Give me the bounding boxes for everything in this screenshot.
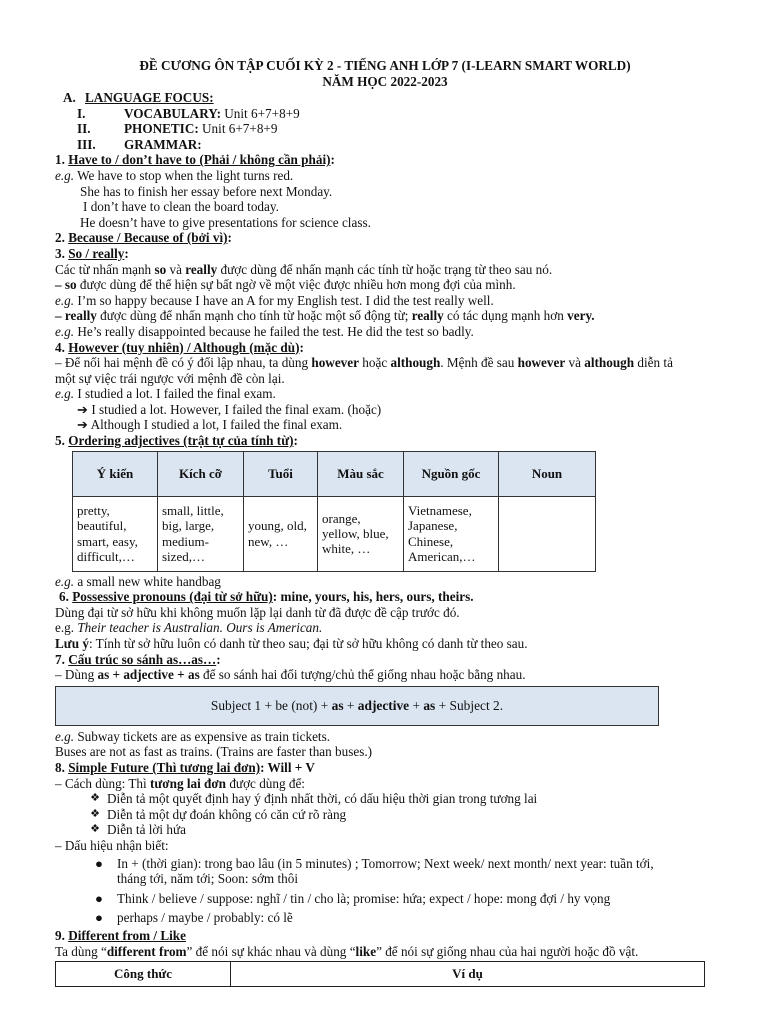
text: hoặc — [358, 355, 391, 371]
formula-part: + — [343, 698, 358, 714]
diamond-bullet-icon: ❖ — [90, 807, 100, 820]
list-item — [55, 891, 715, 907]
example-line: Buses are not as fast as trains. (Trains are faster than buses.) — [55, 744, 373, 760]
list-item-text: tháng tới, năm tới; Soon: sớm thôi — [117, 871, 299, 887]
example-line — [55, 574, 715, 590]
example-text: He’s really disappointed because he failed the test. He did the test so badly. — [74, 323, 474, 339]
eg-label: e.g. — [55, 386, 75, 402]
body-line — [55, 355, 715, 371]
body-line — [55, 667, 715, 683]
keyword: like — [355, 943, 377, 959]
keyword: so — [64, 277, 77, 293]
example-text: I’m so happy because I have an A for my English test. I did the test really well. — [74, 292, 494, 308]
example-text: We have to stop when the light turns red. — [74, 167, 294, 183]
heading-number: 3. — [55, 245, 69, 261]
example-line: I don’t have to clean the board today. — [83, 199, 279, 215]
heading-number: 9. — [55, 927, 69, 943]
keyword: so — [154, 261, 167, 277]
heading-colon: : — [216, 651, 221, 667]
table-header-cell: Nguồn gốc — [404, 451, 499, 496]
list-item — [55, 791, 715, 807]
heading-rest: : Will + V — [260, 760, 315, 775]
body-line: – Dấu hiệu nhận biết: — [55, 837, 169, 853]
heading-number: 1. — [55, 152, 69, 168]
keyword: however — [517, 355, 566, 371]
keyword: although — [584, 355, 635, 371]
formula-part: Subject 1 + be (not) + — [210, 698, 332, 714]
example-line — [55, 324, 715, 340]
heading-as-as — [55, 652, 715, 668]
text: và — [565, 355, 585, 371]
eg-label: e.g. — [55, 573, 75, 589]
body-line — [55, 277, 715, 293]
table-header-cell: Kích cỡ — [158, 451, 244, 496]
document-page — [55, 58, 715, 987]
keyword: very. — [567, 308, 595, 324]
table-header-cell: Tuổi — [244, 451, 318, 496]
text: được dùng để: — [226, 775, 305, 791]
body-line: Dùng đại từ sở hữu khi không muốn lặp lại danh từ đã được đề cập trước đó. — [55, 604, 460, 620]
example-line — [55, 386, 715, 402]
keyword: different from — [106, 943, 187, 959]
list-item-text: Diễn tả lời hứa — [107, 822, 186, 838]
heading-colon: : — [299, 339, 304, 355]
keyword: tương lai đơn — [150, 775, 227, 791]
table-cell: young, old, new, … — [244, 496, 318, 571]
example-text: Subway tickets are as expensive as train tickets. — [74, 728, 331, 744]
roman-name: GRAMMAR: — [124, 136, 202, 152]
table-header-cell: Ý kiến — [73, 451, 158, 496]
heading-have-to — [55, 152, 715, 168]
formula-part: + — [409, 698, 424, 714]
heading-ordering-adjectives — [55, 433, 715, 449]
roman-value: Unit 6+7+8+9 — [220, 105, 300, 121]
eg-label: e.g. — [55, 728, 75, 744]
heading-text: Cấu trúc so sánh as…as… — [68, 651, 217, 667]
text: Các từ nhấn mạnh — [55, 261, 155, 277]
diamond-bullet-icon: ❖ — [90, 823, 100, 836]
text: ” để nói sự giống nhau của hai người hoặc đồ vật. — [376, 943, 639, 959]
table-header-row — [73, 451, 596, 496]
heading-colon: : — [330, 152, 335, 168]
text: – Để nối hai mệnh đề có ý đối lập nhau, ta dùng — [55, 355, 312, 371]
list-item-text: In + (thời gian): trong bao lâu (in 5 minutes) ; Tomorrow; Next week/ next month/ next year: tuần tới, — [117, 855, 654, 871]
example-line — [55, 293, 715, 309]
note-label: Lưu ý — [55, 636, 89, 652]
diamond-bullet-icon: ❖ — [90, 792, 100, 805]
example-text: Their teacher is Australian. Ours is American. — [74, 620, 323, 636]
example-line: She has to finish her essay before next Monday. — [80, 183, 333, 199]
keyword: however — [311, 355, 359, 371]
formula-keyword: as — [423, 698, 436, 714]
keyword: really — [64, 308, 97, 324]
round-bullet-icon: ● — [95, 890, 103, 906]
example-line — [55, 168, 715, 184]
text: – Dùng — [55, 667, 98, 683]
heading-number: 4. — [55, 339, 69, 355]
eg-label: e.g. — [55, 292, 75, 308]
eg-label: e.g. — [55, 323, 75, 339]
list-item — [55, 807, 715, 823]
text: được dùng để nhấn mạnh cho tính từ hoặc một số động từ; — [96, 308, 412, 324]
heading-number: 8. — [55, 760, 69, 775]
table-header-cell: Noun — [499, 451, 596, 496]
table-header-cell: Ví dụ — [231, 962, 705, 987]
heading-because — [55, 230, 715, 246]
table-row — [73, 496, 596, 571]
different-like-table — [55, 961, 705, 987]
heading-number: 2. — [55, 230, 69, 246]
keyword: really — [185, 261, 218, 277]
text: – Cách dùng: Thì — [55, 775, 150, 791]
table-cell: pretty, beautiful, smart, easy, difficult,… — [73, 496, 158, 571]
heading-text: Simple Future (Thì tương lai đơn) — [68, 760, 261, 775]
note-line — [55, 636, 715, 652]
keyword: although — [390, 355, 441, 371]
roman-name: PHONETIC: — [124, 121, 199, 137]
body-line — [55, 308, 715, 324]
heading-possessive-pronouns — [55, 589, 715, 605]
example-line — [55, 729, 715, 745]
heading-text: Have to / don’t have to (Phải / không cần phải) — [68, 152, 331, 168]
list-item-text: Diễn tả một quyết định hay ý định nhất thời, có dấu hiệu thời gian trong tương lai — [107, 791, 538, 807]
roman-value: Unit 6+7+8+9 — [198, 121, 278, 137]
table-cell: orange, yellow, blue, white, … — [318, 496, 404, 571]
text: . Mệnh đề sau — [440, 355, 518, 371]
heading-colon: : — [124, 245, 129, 261]
list-item — [55, 856, 715, 887]
heading-text: Different from / Like — [68, 927, 186, 943]
text: diễn tả — [634, 355, 673, 371]
heading-number: 6. — [59, 589, 73, 605]
formula-keyword: adjective — [357, 698, 410, 714]
table-cell: small, little, big, large, medium-sized,… — [158, 496, 244, 571]
eg-label: e.g. — [55, 167, 75, 183]
roman-item-phonetic — [55, 121, 715, 137]
document-title — [55, 58, 715, 90]
text: ” để nói sự khác nhau và dùng “ — [186, 943, 356, 959]
title-line-2: NĂM HỌC 2022-2023 — [322, 74, 448, 89]
table-header-row — [56, 962, 705, 987]
body-line: một sự việc trái ngược với mệnh đề còn lại. — [55, 370, 285, 386]
section-a-label: A. — [63, 90, 76, 105]
roman-item-grammar — [55, 137, 715, 153]
text: để so sánh hai đối tượng/chủ thể giống nhau hoặc bằng nhau. — [199, 667, 526, 683]
roman-num: III. — [77, 136, 96, 152]
keyword: as + adjective + as — [97, 667, 200, 683]
list-item — [55, 910, 715, 926]
section-a-title: LANGUAGE FOCUS: — [85, 90, 214, 105]
example-line: He doesn’t have to give presentations for science class. — [80, 214, 371, 230]
formula-box — [55, 686, 659, 726]
body-line — [55, 776, 715, 792]
heading-rest: : mine, yours, his, hers, ours, theirs. — [272, 589, 474, 605]
roman-item-vocabulary — [55, 106, 715, 122]
eg-label: e.g. — [55, 620, 75, 636]
heading-text: Because / Because of (bởi vì) — [68, 230, 228, 246]
heading-text: Ordering adjectives (trật tự của tính từ) — [68, 433, 294, 449]
round-bullet-icon: ● — [95, 910, 103, 926]
example-text: a small new white handbag — [74, 573, 221, 589]
list-item-text: perhaps / maybe / probably: có lẽ — [117, 910, 293, 926]
heading-text: So / really — [68, 245, 125, 261]
table-cell: Vietnamese, Japanese, Chinese, American,… — [404, 496, 499, 571]
heading-colon: : — [293, 433, 298, 449]
roman-num: II. — [77, 121, 91, 137]
heading-colon: : — [227, 230, 232, 246]
list-item-text: Diễn tả một dự đoán không có căn cứ rõ ràng — [107, 806, 347, 822]
arrow-line: ➔ I studied a lot. However, I failed the final exam. (hoặc) — [77, 401, 382, 417]
dash: – — [55, 277, 65, 293]
adjective-order-table — [72, 451, 596, 572]
title-line-1: ĐỀ CƯƠNG ÔN TẬP CUỐI KỲ 2 - TIẾNG ANH LỚP 7 (I-LEARN SMART WORLD) — [139, 58, 631, 73]
list-item-text: Think / believe / suppose: nghĩ / tin / cho là; promise: hứa; expect / hope: mong đợi / hy vọng — [117, 890, 611, 906]
dash: – — [55, 308, 65, 324]
arrow-line: ➔ Although I studied a lot, I failed the final exam. — [77, 417, 343, 433]
formula-keyword: as — [331, 698, 344, 714]
formula-part: + Subject 2. — [435, 698, 504, 714]
body-line — [55, 944, 715, 960]
heading-text: Possessive pronouns (đại từ sở hữu) — [72, 589, 273, 605]
text: và — [166, 261, 186, 277]
heading-number: 7. — [55, 651, 69, 667]
text: được dùng để thể hiện sự bất ngờ về một việc được nhiều hơn mong đợi của mình. — [76, 277, 516, 293]
body-line — [55, 262, 715, 278]
keyword: really — [411, 308, 444, 324]
text: có tác dụng mạnh hơn — [443, 308, 568, 324]
section-a-heading — [55, 90, 715, 106]
roman-num: I. — [77, 105, 86, 121]
roman-name: VOCABULARY: — [124, 105, 221, 121]
example-text: I studied a lot. I failed the final exam. — [74, 386, 276, 402]
heading-number: 5. — [55, 433, 69, 449]
heading-however-although — [55, 340, 715, 356]
text: Ta dùng “ — [55, 943, 107, 959]
table-header-cell: Màu sắc — [318, 451, 404, 496]
example-line — [55, 620, 715, 636]
heading-text: However (tuy nhiên) / Although (mặc dù) — [68, 339, 300, 355]
round-bullet-icon: ● — [95, 855, 103, 871]
note-text: : Tính từ sở hữu luôn có danh từ theo sau; đại từ sở hữu không có danh từ theo sau. — [88, 636, 528, 652]
heading-different-from-like — [55, 928, 715, 944]
table-header-cell: Công thức — [56, 962, 231, 987]
list-item — [55, 822, 715, 838]
table-cell — [499, 496, 596, 571]
heading-simple-future — [55, 760, 715, 776]
text: được dùng để nhấn mạnh các tính từ hoặc trạng từ theo sau nó. — [217, 261, 553, 277]
heading-so-really — [55, 246, 715, 262]
